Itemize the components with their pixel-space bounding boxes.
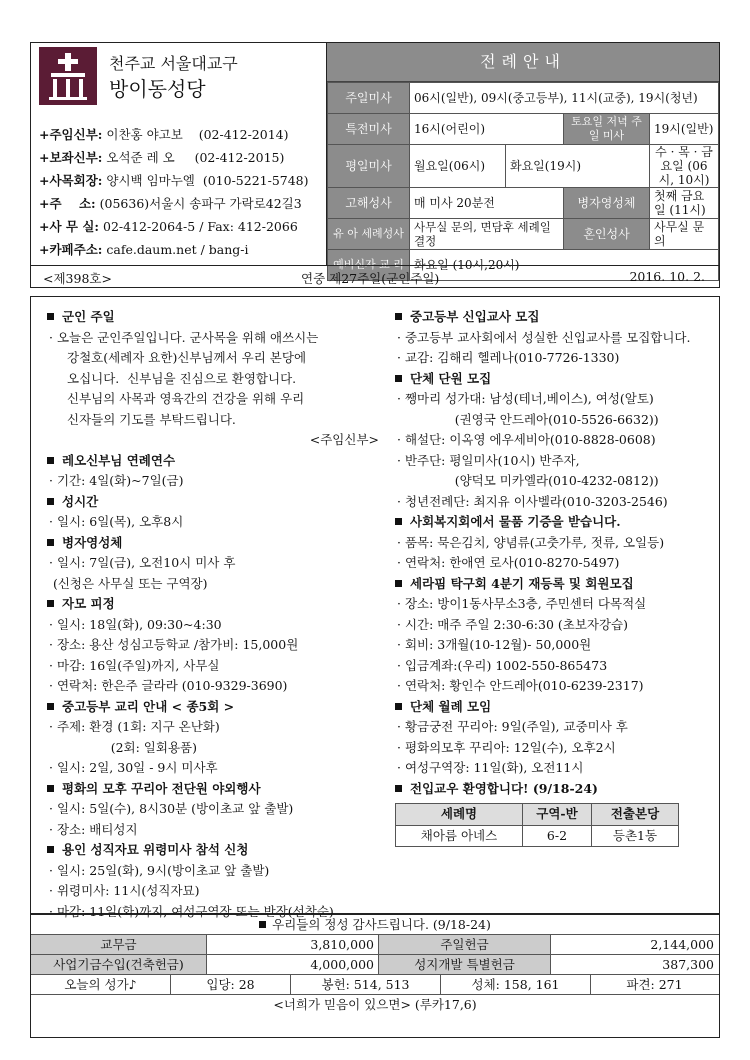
value-building-fund: 4,000,000 (207, 955, 379, 974)
right-column (387, 307, 717, 847)
bullet-icon (395, 580, 402, 587)
value-vigil-mass: 16시(어린이) (410, 114, 564, 145)
section-heading-text: 병자영성체 (62, 534, 123, 550)
announcement-line: (양덕모 미카엘라(010-4232-0812)) (415, 473, 659, 488)
label-infant-baptism: 유 아 세례성사 (328, 219, 410, 250)
bullet-icon (395, 703, 402, 710)
announcement-line: · 중고등부 교사회에서 성실한 신입교사를 모집합니다. (397, 329, 691, 345)
announcement-line: · 입금계좌:(우리) 1002-550-865473 (397, 657, 608, 673)
announcement-line: · 장소: 용산 성심고등학교 /참가비: 15,000원 (49, 637, 299, 652)
announcement-line: · 일시: 18일(화), 09:30~4:30 (49, 616, 222, 632)
announcement-line: · 평화의모후 꾸리아: 12일(수), 오후2시 (397, 739, 616, 755)
announcement-line: 신자들의 기도를 부탁드립니다. (67, 411, 236, 427)
hymn-offertory: 봉헌: 514, 513 (291, 975, 441, 994)
info-council: +사목회장: 양시백 임마누엘 (010-5221-5748) (39, 173, 309, 188)
offering-row-2 (31, 955, 719, 975)
section-heading-text: 중고등부 교리 안내 < 종5회 > (62, 698, 235, 714)
bullet-icon (47, 703, 54, 710)
label-marriage: 혼인성사 (564, 219, 650, 250)
schedule-title: 전례안내 (327, 43, 719, 82)
announcement-line: · 장소: 방이1동사무소3층, 주민센터 다목적실 (397, 596, 647, 611)
value-wed-fri: 수 · 목 · 금요일 (06시, 10시) (650, 145, 719, 188)
announcement-line: · 품목: 묵은김치, 양념류(고춧가루, 젓류, 오일등) (397, 534, 665, 550)
announcement-line: · 연락처: 한애연 로사(010-8270-5497) (397, 555, 620, 570)
section-heading-text: 군인 주일 (62, 309, 115, 324)
bullet-icon (259, 921, 266, 928)
bullet-icon (47, 457, 54, 464)
section-heading (39, 779, 379, 800)
hymn-communion: 성체: 158, 161 (441, 975, 591, 994)
announcement-line: · 황금궁전 꾸리아: 9일(주일), 교중미사 후 (397, 719, 628, 734)
schedule-table (327, 82, 719, 281)
value-tuesday: 화요일(19시) (506, 145, 650, 188)
parish-name: 방이동성당 (109, 77, 206, 101)
info-address: +주 소: (05636)서울시 송파구 가락로42길3 (39, 196, 302, 211)
info-office: +사 무 실: 02-412-2064-5 / Fax: 412-2066 (39, 219, 298, 234)
left-column (39, 307, 379, 922)
header-box (30, 42, 720, 288)
section-heading-text: 성시간 (62, 493, 99, 509)
hymn-recessional: 파견: 271 (626, 977, 683, 992)
value-infant-baptism: 사무실 문의, 면담후 세례일 결정 (410, 219, 564, 250)
welcome-header-parish: 전출본당 (592, 804, 679, 826)
value-marriage: 사무실 문의 (650, 219, 719, 250)
section-heading (387, 307, 717, 328)
issue-date: 2016. 10. 2. (629, 269, 705, 284)
bullet-icon (395, 518, 402, 525)
bullet-icon (47, 600, 54, 607)
info-pastor: +주임신부: 이찬홍 야고보 (02-412-2014) (39, 127, 289, 142)
announcement-line: · 교감: 김해리 헬레나(010-7726-1330) (397, 350, 620, 365)
announcement-line: 신부님의 사목과 영육간의 건강을 위해 우리 (67, 391, 305, 406)
announcement-line: · 일시: 25일(화), 9시(방이초교 앞 출발) (49, 862, 270, 878)
bullet-icon (47, 313, 54, 320)
announcement-line: · 회비: 3개월(10-12월)- 50,000원 (397, 637, 592, 652)
church-info (31, 43, 327, 265)
issue-bar (31, 265, 719, 288)
announcement-line: · 일시: 7일(금), 오전10시 미사 후 (49, 555, 236, 570)
value-shrine-fund: 387,300 (662, 957, 714, 972)
church-logo-icon (39, 47, 97, 105)
section-heading-text: 단체 월례 모임 (410, 698, 492, 714)
announcement-line: · 일시: 5일(수), 8시30분 (방이초교 앞 출발) (49, 801, 294, 816)
label-hymns: 오늘의 성가♪ (31, 975, 171, 994)
section-heading (39, 840, 379, 861)
announcement-line: (신청은 사무실 또는 구역장) (49, 575, 208, 591)
welcome-cell-district: 6-2 (523, 825, 592, 847)
welcome-cell-name: 채아름 아네스 (396, 825, 523, 847)
section-heading-text: 단체 단원 모집 (410, 370, 492, 386)
label-dues: 교무금 (31, 935, 207, 954)
label-sunday-mass: 주일미사 (328, 83, 410, 114)
info-cafe: +카페주소: cafe.daum.net / bang-i (39, 242, 249, 257)
hymn-row (31, 975, 719, 995)
announcement-line: · 위령미사: 11시(성직자묘) (49, 883, 200, 898)
welcome-header-district: 구역-반 (523, 804, 592, 826)
announcement-line: · 쨍마리 성가대: 남성(테너,베이스), 여성(알토) (397, 391, 654, 406)
value-sunday-offering: 2,144,000 (650, 937, 714, 952)
label-shrine-fund: 성지개발 특별헌금 (379, 955, 551, 974)
announcement-line: 오십니다. 신부님을 진심으로 환영합니다. (67, 370, 297, 386)
section-heading-text: 중고등부 신입교사 모집 (410, 309, 540, 324)
announcement-line: · 일시: 6일(목), 오후8시 (49, 514, 184, 529)
section-heading (39, 594, 379, 615)
section-heading-text: 용인 성직자묘 위령미사 참석 신청 (62, 842, 249, 857)
label-saturday-evening: 토요일 저녁 주일 미사 (564, 114, 650, 145)
offering-title: 우리들의 정성 감사드립니다. (9/18-24) (272, 917, 491, 932)
section-heading-text: 세라핌 탁구회 4분기 재등록 및 회원모집 (410, 575, 634, 591)
section-heading-text: 평화의 모후 꾸리아 전단원 야외행사 (62, 780, 261, 796)
bullet-icon (47, 539, 54, 546)
offering-footer (30, 914, 720, 1038)
announcement-line: · 장소: 배티성지 (49, 821, 138, 837)
info-assistant: +보좌신부: 오석준 레 오 (02-412-2015) (39, 150, 285, 165)
section-heading (387, 697, 717, 718)
announcement-line: · 청년전례단: 최지유 이사벨라(010-3203-2546) (397, 493, 668, 509)
announcement-line: · 마감: 16일(주일)까지, 사무실 (49, 657, 220, 673)
announcement-line: · 반주단: 평일미사(10시) 반주자, (397, 452, 580, 468)
announcement-line: · 연락처: 한은주 글라라 (010-9329-3690) (49, 678, 288, 693)
bullet-icon (395, 785, 402, 792)
section-heading (39, 307, 379, 328)
label-vigil-mass: 특전미사 (328, 114, 410, 145)
value-sick-communion: 첫째 금요일 (11시) (650, 188, 719, 219)
announcement-line: · 시간: 매주 주일 2:30-6:30 (초보자강습) (397, 616, 628, 632)
section-heading-text: 사회복지회에서 물품 기증을 받습니다. (410, 514, 621, 529)
value-dues: 3,810,000 (207, 935, 379, 954)
liturgy-schedule (327, 43, 719, 272)
section-heading (39, 533, 379, 554)
bullet-icon (395, 375, 402, 382)
label-sick-communion: 병자영성체 (564, 188, 650, 219)
section-heading (387, 574, 717, 595)
bullet-icon (47, 785, 54, 792)
section-heading (39, 492, 379, 513)
gospel-verse: <너희가 믿음이 있으면> (루카17,6) (273, 997, 477, 1012)
value-monday: 월요일(06시) (410, 145, 506, 188)
announcement-line: · 여성구역장: 11일(화), 오전11시 (397, 760, 584, 775)
hymn-entrance: 입당: 28 (171, 975, 291, 994)
value-confession: 매 미사 20분전 (410, 188, 564, 219)
announcement-line: · 연락처: 황인수 안드레아(010-6239-2317) (397, 678, 644, 693)
welcome-table (395, 803, 679, 847)
label-catechumen: 예비신자 교 리 (328, 250, 410, 281)
announcement-line: · 기간: 4일(화)~7일(금) (49, 473, 184, 488)
section-heading (387, 779, 717, 800)
label-confession: 고해성사 (328, 188, 410, 219)
section-heading (387, 512, 717, 533)
announcement-line: 강철호(세례자 요한)신부님께서 우리 본당에 (67, 350, 307, 365)
announcement-line: (권영국 안드레아(010-5526-6632)) (415, 411, 659, 427)
bullet-icon (47, 498, 54, 505)
value-saturday-evening: 19시(일반) (650, 114, 719, 145)
offering-title-row (31, 915, 719, 935)
section-heading (39, 697, 379, 718)
section-heading-text: 자모 피정 (62, 596, 115, 611)
announcement-line: · 해설단: 이옥영 에우세비아(010-8828-0608) (397, 432, 656, 447)
announcement-line: · 오늘은 군인주일입니다. 군사목을 위해 애쓰시는 (49, 329, 319, 345)
label-sunday-offering: 주일헌금 (379, 935, 551, 954)
section-heading-text: 레오신부님 연례연수 (62, 452, 176, 468)
announcement-line: <주임신부> (309, 432, 379, 447)
label-building-fund: 사업기금수입(건축헌금) (31, 955, 207, 974)
bullet-icon (47, 846, 54, 853)
announcement-line: (2회: 일회용품) (67, 739, 197, 755)
value-catechumen: 화요일 (10시,20시) (410, 250, 719, 281)
diocese-name: 천주교 서울대교구 (109, 54, 238, 73)
issue-number: <제398호> (43, 271, 112, 286)
section-heading (39, 451, 379, 472)
announcement-line: · 마감: 11일(화)까지, 여성구역장 또는 반장(선착순) (49, 903, 334, 919)
label-weekday-mass: 평일미사 (328, 145, 410, 188)
liturgical-sunday: 연중 제27주일(군인주일) (301, 271, 440, 286)
announcement-line: · 일시: 2일, 30일 - 9시 미사후 (49, 760, 218, 775)
section-heading (387, 369, 717, 390)
welcome-header-name: 세례명 (396, 804, 523, 826)
bullet-icon (395, 313, 402, 320)
announcements (30, 296, 720, 919)
announcement-line: · 주제: 환경 (1회: 지구 온난화) (49, 719, 220, 734)
welcome-cell-parish: 등촌1동 (592, 825, 679, 847)
value-sunday-mass: 06시(일반), 09시(중고등부), 11시(교중), 19시(청년) (410, 83, 719, 114)
offering-row-1 (31, 935, 719, 955)
section-heading-text: 전입교우 환영합니다! (9/18-24) (410, 780, 598, 796)
